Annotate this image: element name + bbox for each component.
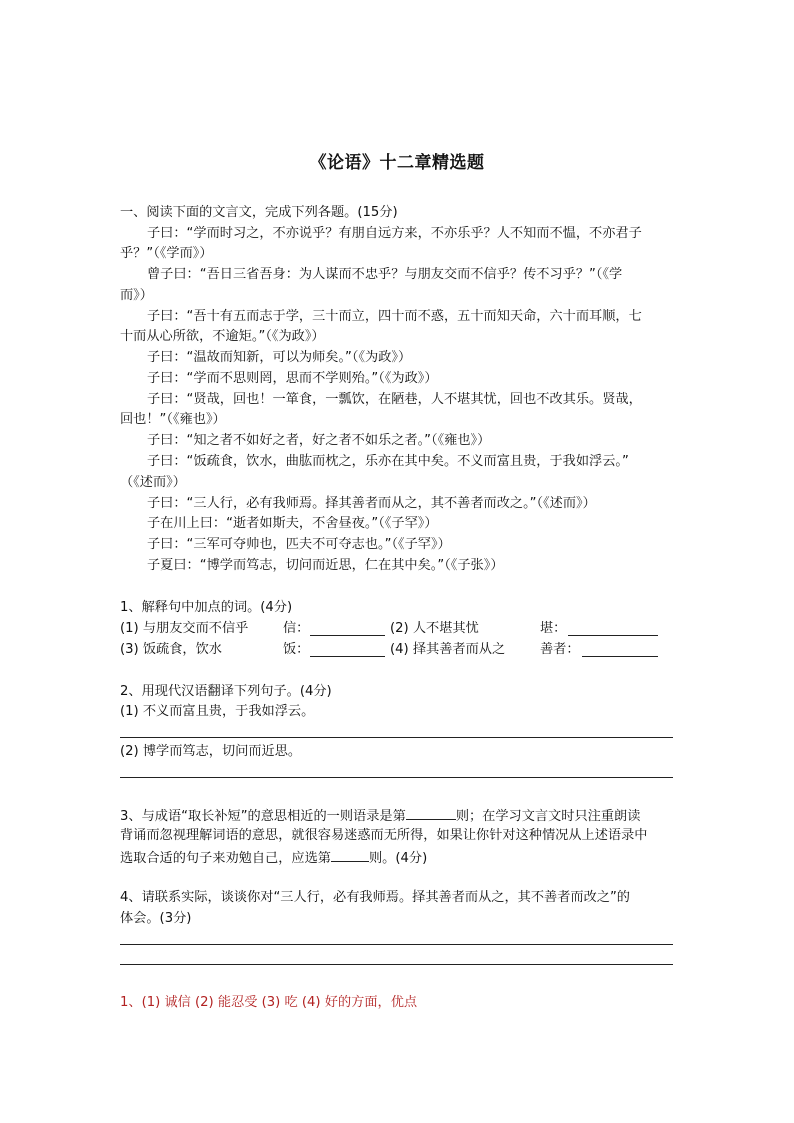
q3-answer-blank-2[interactable] [331, 847, 369, 862]
q1-word-label: 堪： [540, 621, 567, 636]
passage-line: （《述而》） [120, 475, 186, 490]
passage-line: 子曰：“学而不思则罔，思而不学则殆。”（《为政》） [147, 371, 438, 386]
answer-key: 1、(1) 诚信 (2) 能忍受 (3) 吃 (4) 好的方面，优点 [120, 995, 418, 1010]
q1-item-1: (1) 与朋友交而不信乎 [120, 621, 249, 636]
q1-word-label: 信： [283, 621, 310, 636]
q4-line-1: 4、请联系实际，谈谈你对“三人行，必有我师焉。择其善者而从之，其不善者而改之”的 [120, 890, 630, 905]
passage-line: 子在川上曰：“逝者如斯夫，不舍昼夜。”（《子罕》） [147, 516, 438, 531]
q3-line-2: 背诵而忽视理解词语的意思，就很容易迷惑而无所得，如果让你针对这种情况从上述语录中 [120, 828, 648, 843]
q2-heading: 2、用现代汉语翻译下列句子。(4分) [120, 684, 332, 699]
passage-line: 子曰：“贤哉，回也！一箪食，一瓢饮，在陋巷，人不堪其忧，回也不改其乐。贤哉， [147, 392, 642, 407]
q1-answer-blank-2[interactable] [568, 621, 658, 636]
passage-line: 回也！”（《雍也》） [120, 412, 226, 427]
q3-text: 则；在学习文言文时只注重朗读 [455, 809, 641, 824]
q1-answer-blank-1[interactable] [310, 621, 385, 636]
q3-text: 则。(4分) [369, 851, 428, 866]
q2-sentence-2: (2) 博学而笃志，切问而近思。 [120, 744, 302, 759]
q2-answer-line-1[interactable] [120, 737, 673, 738]
passage-line: 子夏曰：“博学而笃志，切问而近思，仁在其中矣。”（《子张》） [147, 558, 504, 573]
q1-item-3: (3) 饭疏食，饮水 [120, 642, 222, 657]
passage-line: 子曰：“知之者不如好之者，好之者不如乐之者。”（《雍也》） [147, 433, 491, 448]
passage-line: 子曰：“饭疏食，饮水，曲肱而枕之，乐亦在其中矣。不义而富且贵，于我如浮云。” [147, 454, 629, 469]
passage-line: 乎？”（《学而》） [120, 246, 213, 261]
q1-item-2: (2) 人不堪其忧 [390, 621, 479, 636]
q3-text: 3、与成语“取长补短”的意思相近的一则语录是第 [120, 809, 406, 824]
q1-word-label: 饭： [283, 642, 310, 657]
section-heading: 一、阅读下面的文言文，完成下列各题。(15分) [120, 205, 398, 220]
passage-line: 曾子曰：“吾日三省吾身：为人谋而不忠乎？与朋友交而不信乎？传不习乎？”（《学 [147, 267, 623, 282]
passage-line: 子曰：“学而时习之，不亦说乎？有朋自远方来，不亦乐乎？人不知而不愠，不亦君子 [147, 226, 642, 241]
page-title: 《论语》十二章精选题 [309, 153, 485, 173]
q1-item-4: (4) 择其善者而从之 [390, 642, 506, 657]
q3-line-1 [120, 805, 640, 827]
passage-line: 子曰：“三人行，必有我师焉。择其善者而从之，其不善者而改之。”（《述而》） [147, 496, 596, 511]
q2-sentence-1: (1) 不义而富且贵，于我如浮云。 [120, 704, 315, 719]
passage-line: 子曰：“三军可夺帅也，匹夫不可夺志也。”（《子罕》） [147, 537, 451, 552]
passage-line: 十而从心所欲，不逾矩。”（《为政》） [120, 329, 325, 344]
q4-line-2: 体会。(3分) [120, 911, 192, 926]
q3-text: 选取合适的句子来劝勉自己，应选第 [120, 851, 331, 866]
q4-answer-line-2[interactable] [120, 964, 673, 965]
q1-answer-blank-3[interactable] [310, 642, 385, 657]
q2-answer-line-2[interactable] [120, 777, 673, 778]
q3-line-3 [120, 847, 427, 869]
passage-line: 子曰：“温故而知新，可以为师矣。”（《为政》） [147, 350, 412, 365]
q1-answer-blank-4[interactable] [582, 642, 658, 657]
passage-line: 而》） [120, 288, 153, 303]
q4-answer-line-1[interactable] [120, 944, 673, 945]
q1-word-label: 善者： [540, 642, 580, 657]
q3-answer-blank-1[interactable] [406, 805, 456, 820]
q1-heading: 1、解释句中加点的词。(4分) [120, 600, 293, 615]
passage-line: 子曰：“吾十有五而志于学，三十而立，四十而不惑，五十而知天命，六十而耳顺，七 [147, 309, 642, 324]
